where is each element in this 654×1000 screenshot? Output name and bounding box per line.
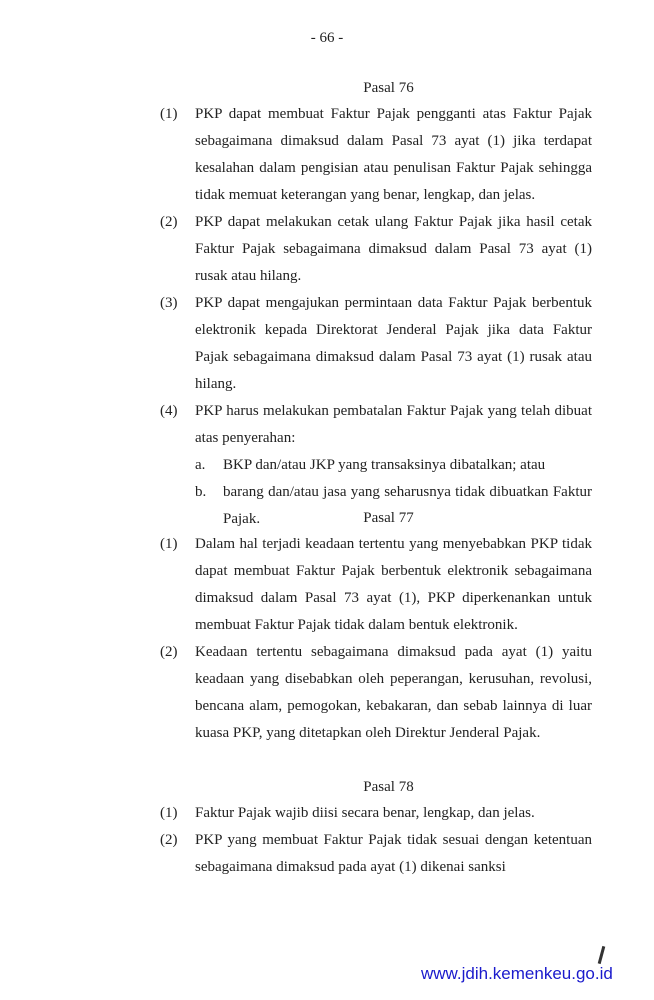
- paragraph: [160, 209, 592, 290]
- paragraph-number: (3): [160, 295, 178, 311]
- sub-item: [195, 452, 592, 479]
- paragraph-number: (1): [160, 805, 178, 821]
- sub-item-text: barang dan/atau jasa yang seharusnya tidak dibuatkan Faktur Pajak.: [223, 484, 592, 527]
- paragraph-text: Dalam hal terjadi keadaan tertentu yang menyebabkan PKP tidak dapat membuat Faktur Pajak berbentuk elektronik sebagaimana dimaksud dalam Pasal 73 ayat (1), PKP diperkenankan untuk membuat Faktur Pajak tidak dalam bentuk elektronik.: [195, 536, 592, 633]
- paragraph-text: Faktur Pajak wajib diisi secara benar, lengkap, dan jelas.: [195, 805, 535, 821]
- paragraph-text: PKP yang membuat Faktur Pajak tidak sesuai dengan ketentuan sebagaimana dimaksud pada ayat (1) dikenai sanksi: [195, 832, 592, 875]
- pasal-76: [160, 75, 592, 533]
- section-heading: Pasal 77: [363, 510, 414, 526]
- paragraph-number: (1): [160, 106, 178, 122]
- pasal-78: [160, 774, 592, 881]
- paragraph-text: PKP dapat membuat Faktur Pajak pengganti atas Faktur Pajak sebagaimana dimaksud dalam Pasal 73 ayat (1) jika terdapat kesalahan dalam pengisian atau penulisan Faktur Pajak sehingga tidak memuat keterangan yang benar, lengkap, dan jelas.: [195, 106, 592, 203]
- paragraph-number: (2): [160, 832, 178, 848]
- paragraph: [160, 800, 592, 827]
- paragraph: [160, 290, 592, 398]
- paragraph-text: PKP harus melakukan pembatalan Faktur Pajak yang telah dibuat atas penyerahan:: [195, 403, 592, 446]
- paragraph-number: (2): [160, 644, 178, 660]
- footer-url-link[interactable]: www.jdih.kemenkeu.go.id: [421, 964, 613, 983]
- sub-item-letter: a.: [195, 457, 206, 473]
- section-heading: Pasal 76: [363, 80, 414, 96]
- page-number: - 66 -: [310, 30, 344, 46]
- initial-mark: [598, 946, 606, 964]
- paragraph-number: (1): [160, 536, 178, 552]
- paragraph: [160, 639, 592, 747]
- section-heading: Pasal 78: [363, 779, 414, 795]
- paragraph: [160, 101, 592, 209]
- sub-item-text: BKP dan/atau JKP yang transaksinya dibatalkan; atau: [223, 457, 546, 473]
- paragraph-text: PKP dapat mengajukan permintaan data Faktur Pajak berbentuk elektronik kepada Direktorat Jenderal Pajak jika data Faktur Pajak sebagaimana dimaksud dalam Pasal 73 ayat (1) rusak atau hilang.: [195, 295, 592, 392]
- paragraph-number: (2): [160, 214, 178, 230]
- sub-item-letter: b.: [195, 484, 207, 500]
- paragraph-text: Keadaan tertentu sebagaimana dimaksud pada ayat (1) yaitu keadaan yang disebabkan oleh peperangan, kerusuhan, revolusi, bencana alam, pemogokan, kebakaran, dan sebab lainnya di luar kuasa PKP, yang ditetapkan oleh Direktur Jenderal Pajak.: [195, 644, 592, 741]
- paragraph-text: PKP dapat melakukan cetak ulang Faktur Pajak jika hasil cetak Faktur Pajak sebagaimana dimaksud dalam Pasal 73 ayat (1) rusak atau hilang.: [195, 214, 592, 284]
- paragraph: [160, 827, 592, 881]
- pasal-77: [160, 505, 592, 747]
- paragraph-number: (4): [160, 403, 178, 419]
- paragraph: [160, 531, 592, 639]
